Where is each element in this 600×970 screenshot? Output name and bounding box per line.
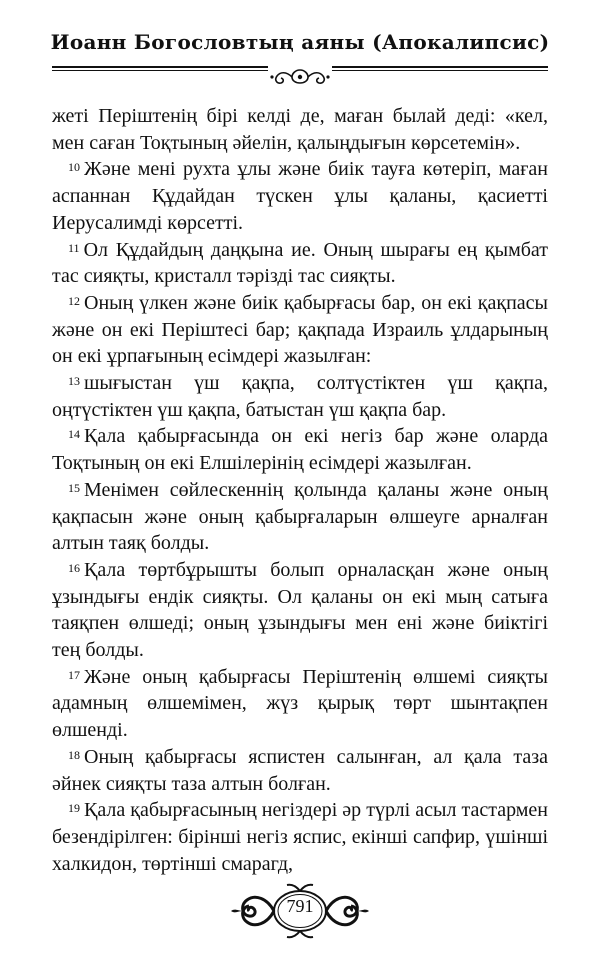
verse xyxy=(52,477,548,557)
verse xyxy=(52,664,548,744)
verse xyxy=(52,290,548,370)
verse xyxy=(52,797,548,877)
verse-text: шығыстан үш қақпа, солтүстіктен үш қақпа, оңтүстіктен үш қақпа, батыстан үш қақпа бар. xyxy=(52,372,548,421)
verse xyxy=(52,370,548,423)
header-ornament-icon xyxy=(268,66,332,88)
verse-number: 14 xyxy=(68,427,80,442)
verse-text: Оның үлкен және биік қабырғасы бар, он екі қақпасы және он екі Періштесі бар; қақпада Израиль ұлдарының он екі ұрпағының есімдері жазылған: xyxy=(52,291,548,368)
page-number: 791 xyxy=(286,896,314,916)
verse-number: 17 xyxy=(68,667,80,682)
verse-number: 12 xyxy=(68,293,80,308)
verse-text: Қала қабырғасының негіздері әр түрлі асыл тастармен безендірілген: бірінші негіз яспис, екінші сапфир, үшінші халкидон, төртінші смарагд, xyxy=(52,799,548,875)
verse xyxy=(52,423,548,476)
verse-text: Және оның қабырғасы Періштенің өлшемі сияқты адамның өлшемімен, жүз қырық төрт шынтақпен өлшенді. xyxy=(52,665,548,742)
verse-text: Және мені рухта ұлы және биік тауға көтеріп, маған аспаннан Құдайдан түскен ұлы қаланы, қасиетті Иерусалимді көрсетті. xyxy=(52,158,548,234)
verse-number: 10 xyxy=(68,160,80,175)
verse-number: 13 xyxy=(68,374,80,389)
running-header-title: Иоанн Богословтың аяны (Апокалипсис) xyxy=(50,30,550,54)
scripture-text xyxy=(52,103,548,877)
verse-continuation xyxy=(52,103,548,156)
verse xyxy=(52,156,548,236)
verse-number: 19 xyxy=(68,801,80,816)
verse-number: 18 xyxy=(68,747,80,762)
verse xyxy=(52,744,548,797)
verse-text: жеті Періштенің бірі келді де, маған былай деді: «кел, мен саған Тоқтының әйелін, қалыңдығын көрсетемін». xyxy=(52,105,548,154)
verse-number: 11 xyxy=(68,240,80,255)
verse-number: 15 xyxy=(68,480,80,495)
verse-text: Қала қабырғасында он екі негіз бар және оларда Тоқтының он екі Елшілерінің есімдері жазылған. xyxy=(52,425,548,475)
verse-number: 16 xyxy=(68,560,80,575)
verse-text: Ол Құдайдың даңқына ие. Оның шырағы ең қымбат тас сияқты, кристалл тәрізді тас сияқты. xyxy=(52,238,548,288)
verse-text: Қала төртбұрышты болып орналасқан және оның ұзындығы ендік сияқты. Ол қаланы он екі мың сатыға таяқпен өлшеді; оның ұзындығы мен ені және биіктігі тең болды. xyxy=(52,558,548,662)
verse xyxy=(52,237,548,290)
verse-text: Менімен сөйлескеннің қолында қаланы және оның қақпасын және оның қабырғаларын өлшеуге арналған алтын таяқ болды. xyxy=(52,478,548,555)
verse xyxy=(52,557,548,664)
verse-text: Оның қабырғасы яспистен салынған, ал қала таза әйнек сияқты таза алтын болған. xyxy=(52,745,548,795)
